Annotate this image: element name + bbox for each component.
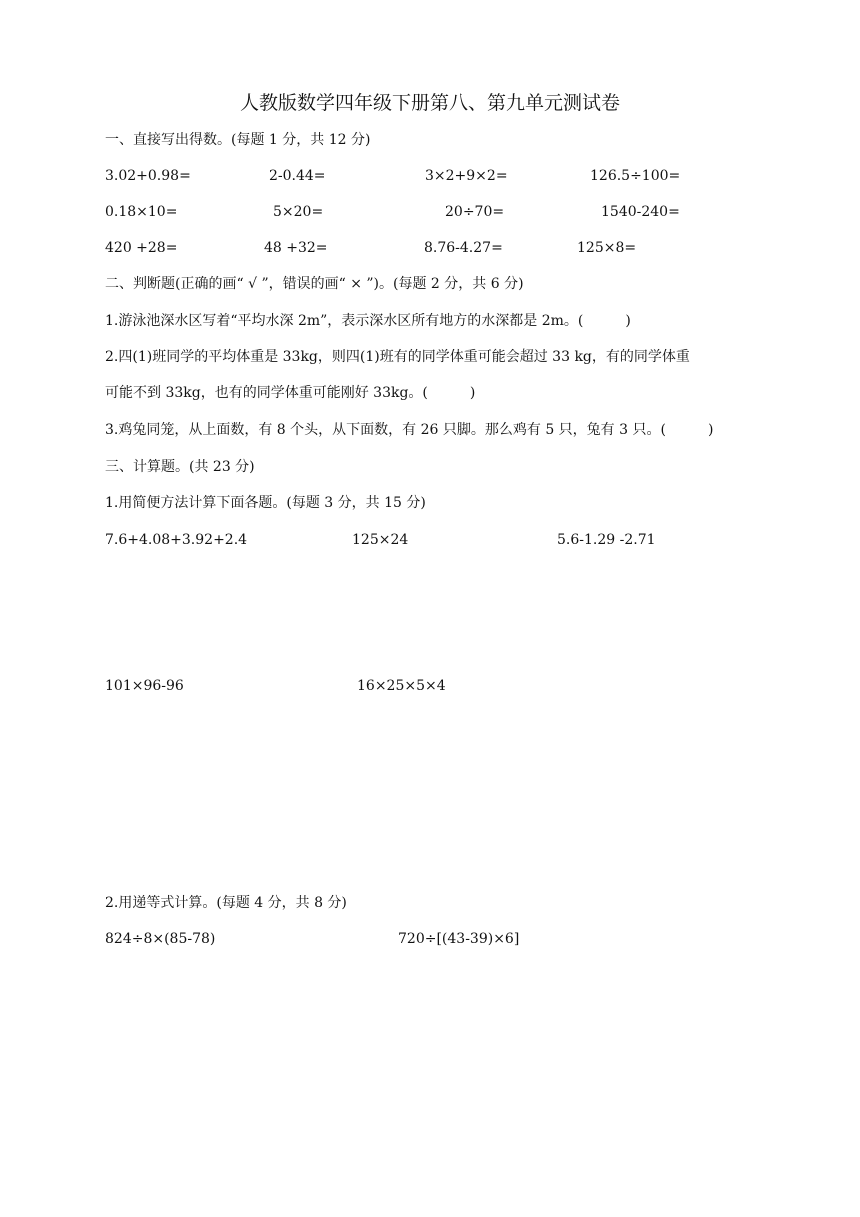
calc-2-2: 720÷[(43-39)×6] [398,931,520,947]
calc-1-5: 16×25×5×4 [357,678,446,694]
section1-heading: 一、直接写出得数。(每题 1 分，共 12 分) [105,132,371,148]
problem-1-2: 2-0.44= [269,168,326,184]
section2-heading: 二、判断题(正确的画“ √ ”，错误的画“ × ”)。(每题 2 分，共 6 分) [105,276,524,292]
problem-1-1: 3.02+0.98= [105,168,191,184]
problem-3-4: 125×8= [577,240,637,256]
calc-1-1: 7.6+4.08+3.92+2.4 [105,532,248,548]
problem-2-1: 0.18×10= [105,204,178,220]
problem-1-4: 126.5÷100= [590,168,681,184]
calc-1-4: 101×96-96 [105,678,184,694]
judge-question-2-line1: 2.四(1)班同学的平均体重是 33kg，则四(1)班有的同学体重可能会超过 33 kg，有的同学体重 [105,349,690,365]
problem-1-3: 3×2+9×2= [425,168,508,184]
judge-question-1: 1.游泳池深水区写着“平均水深 2m”，表示深水区所有地方的水深都是 2m。( ) [105,313,631,329]
calc-part2-heading: 2.用递等式计算。(每题 4 分，共 8 分) [105,895,347,911]
problem-2-2: 5×20= [273,204,324,220]
judge-question-3: 3.鸡兔同笼，从上面数，有 8 个头，从下面数，有 26 只脚。那么鸡有 5 只，兔有 3 只。( ) [105,422,714,438]
calc-1-3: 5.6-1.29 -2.71 [557,532,656,548]
problem-2-4: 1540-240= [601,204,680,220]
problem-3-2: 48 +32= [264,240,328,256]
problem-3-3: 8.76-4.27= [424,240,503,256]
problem-3-1: 420 +28= [105,240,178,256]
calc-1-2: 125×24 [352,532,409,548]
calc-part1-heading: 1.用简便方法计算下面各题。(每题 3 分，共 15 分) [105,495,426,511]
problem-2-3: 20÷70= [445,204,505,220]
calc-2-1: 824÷8×(85-78) [105,931,216,947]
judge-question-2-line2: 可能不到 33kg，也有的同学体重可能刚好 33kg。( ) [105,385,476,401]
page-title: 人教版数学四年级下册第八、第九单元测试卷 [239,92,620,114]
section3-heading: 三、计算题。(共 23 分) [105,459,255,475]
